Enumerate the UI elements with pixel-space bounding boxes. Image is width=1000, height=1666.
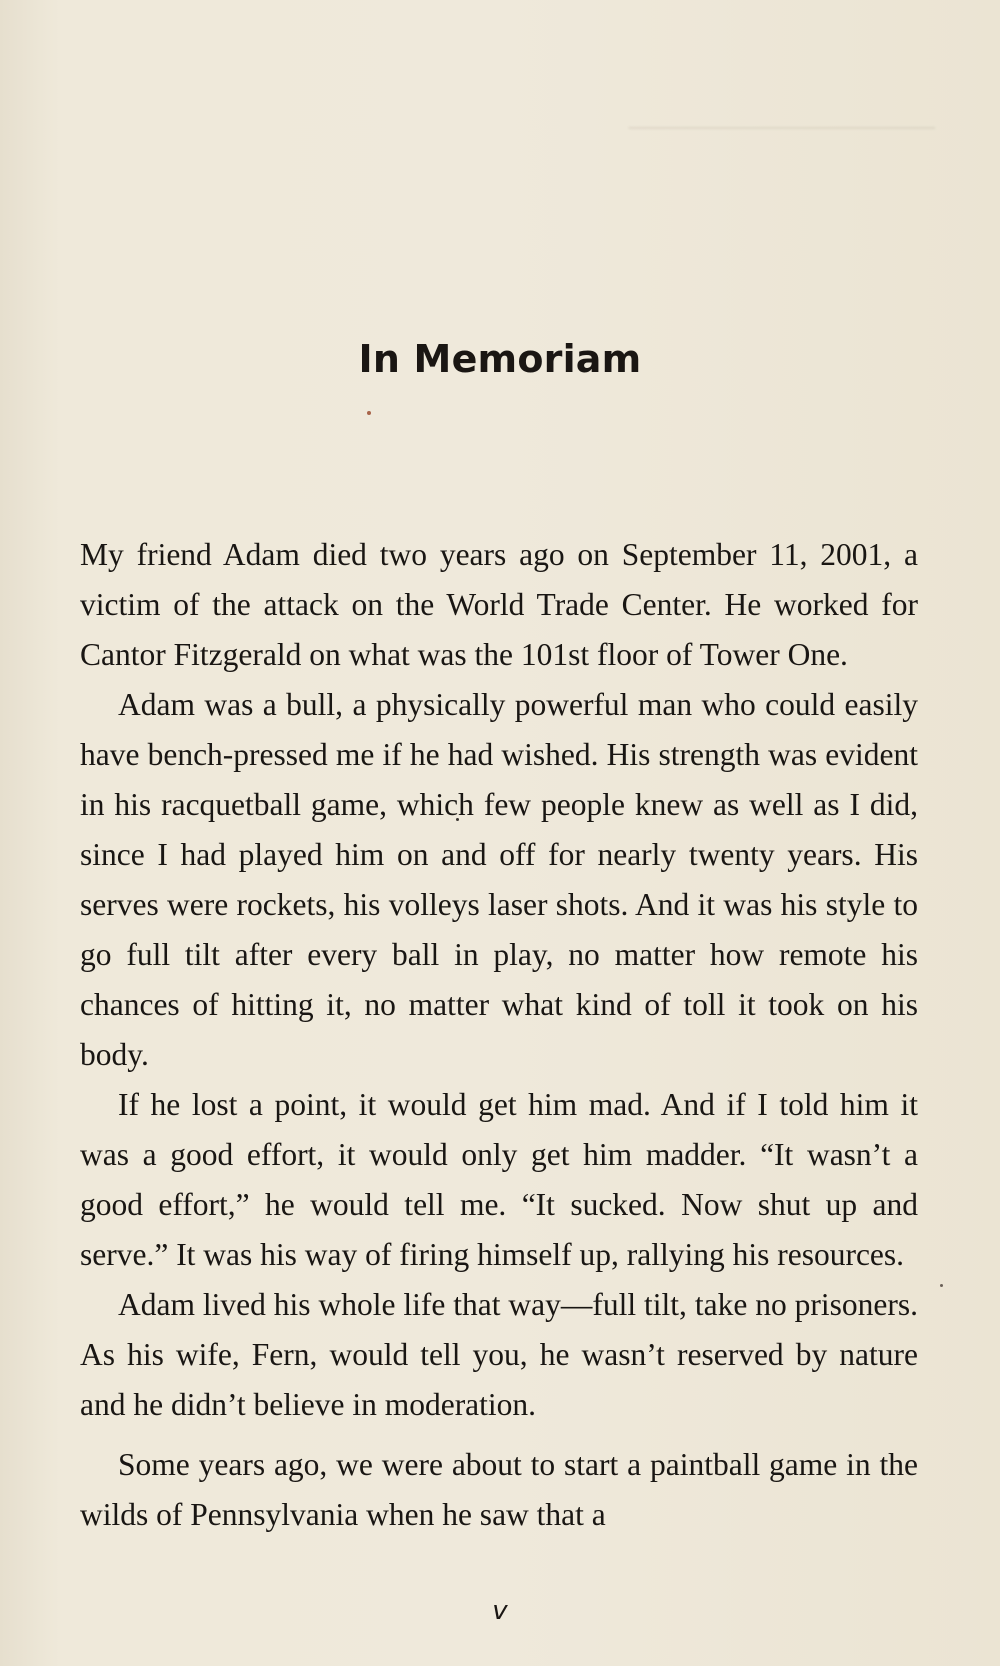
paragraph: My friend Adam died two years ago on September 11, 2001, a victim of the attack on the World Trade Center. He worked for Cantor Fitzgerald on what was the 101st floor of Tower One. [80, 537, 918, 672]
paper-speck [940, 1284, 943, 1287]
paragraph: Adam lived his whole life that way—full tilt, take no prisoners. As his wife, Fern, would tell you, he wasn’t reserved by nature and he didn’t believe in moderation. [80, 1287, 918, 1422]
paragraph: Some years ago, we were about to start a paintball game in the wilds of Pennsylvania when he saw that a [80, 1447, 918, 1532]
paragraph: Adam was a bull, a physically powerful man who could easily have bench-pressed me if he had wished. His strength was evident in his racquetball game, which few people knew as well as I did, since I had played him on and off for nearly twenty years. His serves were rockets, his volleys laser shots. And it was his style to go full tilt after every ball in play, no matter how remote his chances of hitting it, no matter what kind of toll it took on his body. [80, 687, 918, 1072]
paragraph: If he lost a point, it would get him mad. And if I told him it was a good effort, it would only get him madder. “It wasn’t a good effort,” he would tell me. “It sucked. Now shut up and serve.” It was his way of firing himself up, rallying his resources. [80, 1087, 918, 1272]
bleed-through-texture: ──────────────── [628, 112, 935, 142]
body-text [80, 530, 918, 1540]
chapter-title: In Memoriam [358, 337, 642, 381]
paper-speck [367, 411, 371, 415]
page-number: v [492, 1596, 508, 1626]
